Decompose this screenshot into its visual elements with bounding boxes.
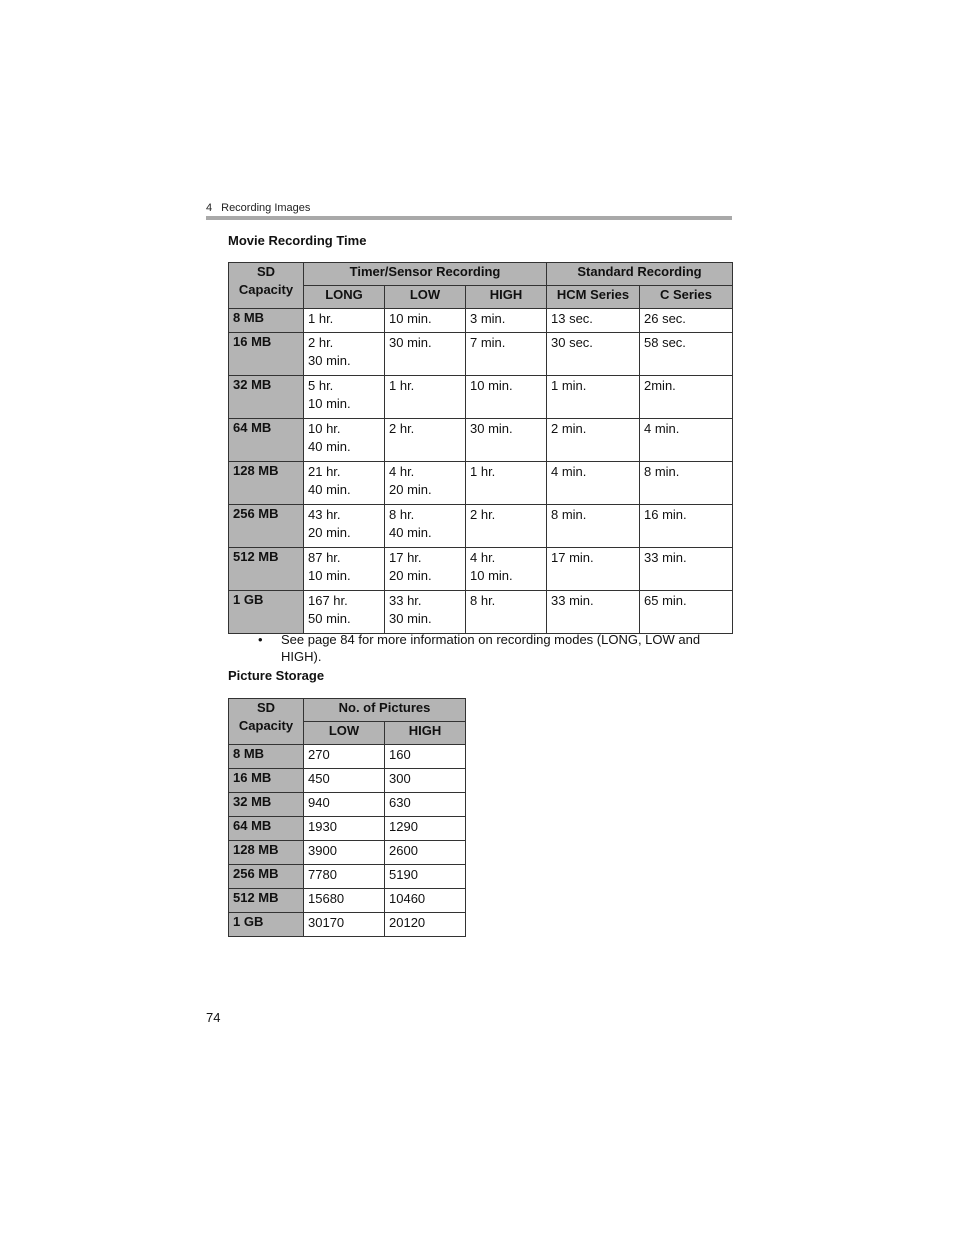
- cell-line: 1 hr.: [308, 311, 334, 326]
- table-cell: [640, 376, 733, 419]
- table-cell: [466, 309, 547, 333]
- table-row: [229, 865, 466, 889]
- cell-line: 33 hr.: [389, 593, 422, 608]
- row-capacity: 64 MB: [229, 419, 304, 462]
- cell-line: 40 min.: [308, 482, 351, 497]
- table-cell: [385, 505, 466, 548]
- bullet-icon: •: [258, 632, 263, 647]
- table-cell-low: 30170: [304, 913, 385, 937]
- cell-line: 1 min.: [551, 378, 587, 393]
- table-row: [229, 769, 466, 793]
- table-row: [229, 419, 733, 462]
- table-cell: [385, 309, 466, 333]
- table-cell-high: 160: [385, 745, 466, 769]
- column-header-low: LOW: [304, 722, 385, 745]
- row-capacity: 32 MB: [229, 376, 304, 419]
- table-cell: [640, 505, 733, 548]
- table-cell: [547, 419, 640, 462]
- row-capacity: 16 MB: [229, 333, 304, 376]
- row-capacity: 64 MB: [229, 817, 304, 841]
- cell-line: 1 hr.: [389, 378, 415, 393]
- table-row: [229, 591, 733, 634]
- cell-line: 4 hr.: [389, 464, 415, 479]
- cell-line: 8 min.: [644, 464, 680, 479]
- picture-table-body: [229, 745, 466, 937]
- column-header-high: HIGH: [385, 722, 466, 745]
- picture-section-title: Picture Storage: [228, 668, 325, 683]
- cell-line: 1 hr.: [470, 464, 496, 479]
- table-cell: [466, 462, 547, 505]
- cell-line: 33 min.: [644, 550, 687, 565]
- table-cell-low: 450: [304, 769, 385, 793]
- table-cell: [466, 333, 547, 376]
- cell-line: 40 min.: [389, 525, 432, 540]
- table-cell: [304, 548, 385, 591]
- table-cell: [385, 419, 466, 462]
- cell-line: 30 min.: [389, 611, 432, 626]
- table-cell: [547, 505, 640, 548]
- table-row: [229, 462, 733, 505]
- group-header-pictures: No. of Pictures: [304, 699, 466, 722]
- table-cell: [547, 333, 640, 376]
- row-capacity: 8 MB: [229, 745, 304, 769]
- table-row: [229, 505, 733, 548]
- row-capacity: 128 MB: [229, 462, 304, 505]
- cell-line: 20 min.: [308, 525, 351, 540]
- cell-line: 13 sec.: [551, 311, 593, 326]
- cell-line: 3 min.: [470, 311, 506, 326]
- cell-line: 33 min.: [551, 593, 594, 608]
- table-cell: [640, 419, 733, 462]
- cell-line: 4 min.: [551, 464, 587, 479]
- cell-line: 40 min.: [308, 439, 351, 454]
- recording-modes-note: [258, 631, 734, 665]
- column-header-c-series: C Series: [640, 286, 733, 309]
- cell-line: 10 min.: [470, 568, 513, 583]
- table-cell: [304, 376, 385, 419]
- table-row: [229, 793, 466, 817]
- row-capacity: 256 MB: [229, 865, 304, 889]
- table-cell: [547, 591, 640, 634]
- table-cell-high: 5190: [385, 865, 466, 889]
- cell-line: 30 sec.: [551, 335, 593, 350]
- page-number: 74: [206, 1010, 221, 1025]
- table-cell: [466, 505, 547, 548]
- cell-line: 167 hr.: [308, 593, 348, 608]
- column-header-hcm-series: HCM Series: [547, 286, 640, 309]
- table-cell-low: 1930: [304, 817, 385, 841]
- cell-line: 2 hr.: [389, 421, 415, 436]
- table-cell-high: 10460: [385, 889, 466, 913]
- table-cell: [385, 333, 466, 376]
- row-capacity: 128 MB: [229, 841, 304, 865]
- chapter-number: 4: [206, 202, 213, 214]
- cell-line: 2 hr.: [308, 335, 334, 350]
- table-cell: [547, 548, 640, 591]
- table-cell: [640, 309, 733, 333]
- cell-line: 87 hr.: [308, 550, 341, 565]
- cell-line: 8 min.: [551, 507, 587, 522]
- table-cell: [385, 376, 466, 419]
- table-cell: [466, 548, 547, 591]
- cell-line: 17 min.: [551, 550, 594, 565]
- header-rule: [206, 216, 732, 220]
- table-cell-high: 300: [385, 769, 466, 793]
- table-cell-low: 7780: [304, 865, 385, 889]
- row-capacity: 512 MB: [229, 548, 304, 591]
- table-cell: [304, 591, 385, 634]
- table-cell: [304, 333, 385, 376]
- cell-line: 4 min.: [644, 421, 680, 436]
- cell-line: 43 hr.: [308, 507, 341, 522]
- cell-line: 10 hr.: [308, 421, 341, 436]
- capacity-header: [229, 699, 304, 745]
- picture-storage-table: [228, 698, 466, 937]
- movie-table-body: [229, 309, 733, 634]
- cell-line: 30 min.: [470, 421, 513, 436]
- table-cell: [304, 419, 385, 462]
- row-capacity: 32 MB: [229, 793, 304, 817]
- cell-line: 4 hr.: [470, 550, 496, 565]
- row-capacity: 512 MB: [229, 889, 304, 913]
- column-header-low: LOW: [385, 286, 466, 309]
- table-row: [229, 309, 733, 333]
- cell-line: 10 min.: [470, 378, 513, 393]
- table-cell: [547, 462, 640, 505]
- table-row: [229, 841, 466, 865]
- table-cell: [385, 591, 466, 634]
- table-row: [229, 745, 466, 769]
- note-text: See page 84 for more information on recording modes (LONG, LOW and HIGH).: [281, 632, 701, 664]
- running-header: [206, 202, 310, 214]
- cell-line: 16 min.: [644, 507, 687, 522]
- table-cell-low: 3900: [304, 841, 385, 865]
- cell-line: 2 min.: [551, 421, 587, 436]
- table-cell: [640, 591, 733, 634]
- table-cell-high: 20120: [385, 913, 466, 937]
- cell-line: 21 hr.: [308, 464, 341, 479]
- capacity-header-line: SD: [256, 264, 276, 279]
- cell-line: 50 min.: [308, 611, 351, 626]
- table-row: [229, 333, 733, 376]
- cell-line: 30 min.: [308, 353, 351, 368]
- table-row: [229, 376, 733, 419]
- table-row: [229, 548, 733, 591]
- table-cell: [304, 309, 385, 333]
- group-header-timer-sensor: Timer/Sensor Recording: [304, 263, 547, 286]
- cell-line: 2 hr.: [470, 507, 496, 522]
- cell-line: 17 hr.: [389, 550, 422, 565]
- table-cell-low: 940: [304, 793, 385, 817]
- chapter-title: Recording Images: [221, 202, 311, 214]
- cell-line: 8 hr.: [389, 507, 415, 522]
- cell-line: 20 min.: [389, 482, 432, 497]
- table-cell: [640, 462, 733, 505]
- cell-line: 30 min.: [389, 335, 432, 350]
- table-cell: [640, 548, 733, 591]
- group-header-standard: Standard Recording: [547, 263, 733, 286]
- cell-line: 7 min.: [470, 335, 506, 350]
- table-cell: [466, 591, 547, 634]
- cell-line: 8 hr.: [470, 593, 496, 608]
- column-header-high: HIGH: [466, 286, 547, 309]
- row-capacity: 1 GB: [229, 913, 304, 937]
- table-cell: [547, 376, 640, 419]
- table-cell: [547, 309, 640, 333]
- table-cell: [304, 462, 385, 505]
- column-header-long: LONG: [304, 286, 385, 309]
- table-row: [229, 817, 466, 841]
- table-cell-high: 2600: [385, 841, 466, 865]
- cell-line: 26 sec.: [644, 311, 686, 326]
- cell-line: 65 min.: [644, 593, 687, 608]
- row-capacity: 256 MB: [229, 505, 304, 548]
- table-cell-high: 1290: [385, 817, 466, 841]
- table-row: [229, 889, 466, 913]
- cell-line: 20 min.: [389, 568, 432, 583]
- row-capacity: 1 GB: [229, 591, 304, 634]
- movie-section-title: Movie Recording Time: [228, 233, 367, 248]
- table-cell: [385, 548, 466, 591]
- cell-line: 10 min.: [389, 311, 432, 326]
- table-cell: [304, 505, 385, 548]
- table-cell: [466, 419, 547, 462]
- row-capacity: 16 MB: [229, 769, 304, 793]
- cell-line: 10 min.: [308, 568, 351, 583]
- capacity-header-line: Capacity: [238, 718, 294, 733]
- row-capacity: 8 MB: [229, 309, 304, 333]
- cell-line: 10 min.: [308, 396, 351, 411]
- table-cell-low: 15680: [304, 889, 385, 913]
- table-cell-high: 630: [385, 793, 466, 817]
- cell-line: 58 sec.: [644, 335, 686, 350]
- capacity-header-line: SD: [256, 700, 276, 715]
- table-cell-low: 270: [304, 745, 385, 769]
- table-cell: [640, 333, 733, 376]
- movie-recording-time-table: [228, 262, 733, 634]
- capacity-header: [229, 263, 304, 309]
- cell-line: 5 hr.: [308, 378, 334, 393]
- table-cell: [466, 376, 547, 419]
- cell-line: 2min.: [644, 378, 676, 393]
- capacity-header-line: Capacity: [238, 282, 294, 297]
- table-row: [229, 913, 466, 937]
- table-cell: [385, 462, 466, 505]
